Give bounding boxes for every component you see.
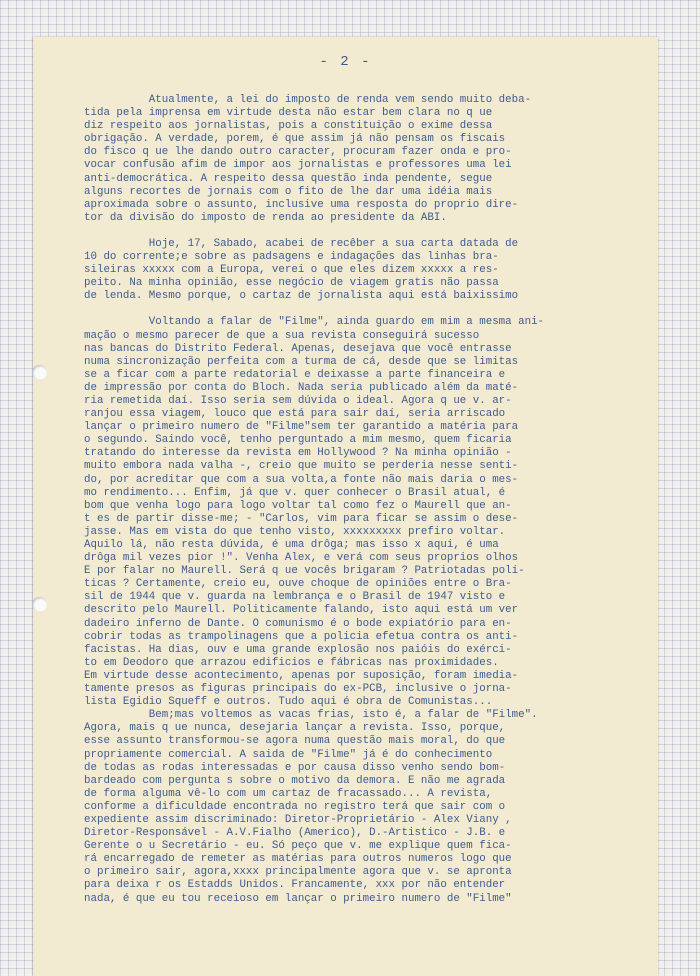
text-line: sileiras xxxxx com a Europa, verei o que eles dizem xxxxx a res-: [84, 264, 499, 277]
text-line: bom que venha logo para logo voltar tal como fez o Maurell que an-: [84, 499, 512, 512]
typed-letter-page: [33, 37, 658, 976]
text-line: bardeado com pergunta s sobre o motivo da demora. E não me agrada: [84, 774, 506, 787]
text-line: de forma alguma vê-lo com um cartaz de fracassado... A revista,: [84, 787, 493, 800]
text-line: numa sincronização perfeita com a turma de cá, desde que se limitas: [84, 355, 519, 368]
text-line: alguns recortes de jornais com o fito de lhe dar uma idéia mais: [84, 185, 493, 198]
text-line: Diretor-Responsável - A.V.Fialho (Americo), D.-Artistico - J.B. e: [84, 827, 506, 840]
paragraph: [84, 94, 644, 225]
text-line: para deixa r os Estadds Unidos. Francamente, xxx por não entender: [84, 879, 506, 892]
text-line: peito. Na minha opinião, esse negócio de viagem gratis não passa: [84, 277, 499, 290]
paragraph: [84, 238, 644, 303]
text-line: Aquilo lá, não resta dúvida, é uma drôga; mas isso x aqui, é uma: [84, 539, 499, 551]
text-line: propriamente comercial. A saida de "Filme" já é do conhecimento: [84, 748, 493, 761]
text-line: tratando do interesse da revista em Hollywood ? Na minha opinião -: [84, 447, 512, 460]
text-line: 10 do corrente;e sobre as padsagens e indagações das linhas bra-: [84, 251, 499, 264]
text-line: Voltando a falar de "Filme", ainda guardo em mim a mesma ani-: [84, 316, 545, 329]
text-line: ranjou essa viagem, louco que está para sair daí, seria arriscado: [84, 408, 506, 421]
text-line: ria remetida daí. Isso seria sem dúvida o ideal. Agora q ue v. ar-: [84, 394, 512, 407]
text-line: Em virtude desse acontecimento, apenas por suposição, foram imedia-: [84, 669, 519, 682]
text-line: do, por acreditar que com a sua volta,a fonte não mais daria o mes-: [84, 473, 519, 486]
text-line: o primeiro sair, agora,xxxx principalmente agora que v. se apronta: [84, 866, 512, 879]
text-line: muito embora nada valha -, creio que muito se perderia nesse senti-: [84, 460, 519, 473]
text-line: to em Deodoro que arrazou edificios e fábricas nas proximidades.: [84, 656, 499, 669]
punch-hole: [33, 365, 47, 380]
text-line: aproximada sobre o assunto, inclusive uma resposta do proprio dire-: [84, 198, 519, 211]
text-line: Atualmente, a lei do imposto de renda vem sendo muito deba-: [84, 94, 532, 106]
text-line: Bem;mas voltemos as vacas frias, isto é, a falar de "Filme".: [84, 709, 538, 722]
page-number: - 2 -: [319, 54, 372, 70]
text-line: se a ficar com a parte redatorial e deixasse a parte financeira e: [84, 368, 506, 381]
text-line: mo rendimento... Enfim, já que v. quer conhecer o Brasil atual, é: [84, 486, 506, 499]
letter-body: [84, 94, 644, 919]
text-line: vocar confusão afim de impor aos jornalistas e professores uma lei: [84, 159, 512, 172]
text-line: descrito pelo Maurell. Politicamente falando, isto aqui está um ver: [84, 604, 519, 617]
text-line: tamente presos as figuras principais do ex-PCB, inclusive o jorna-: [84, 683, 512, 696]
text-line: jasse. Mas em vista do que tenho visto, xxxxxxxxx prefiro voltar.: [84, 525, 506, 538]
text-line: mação o mesmo parecer de que a sua revista conseguirá sucesso: [84, 329, 480, 342]
text-line: lista Egidio Squeff e outros. Tudo aqui é obra de Comunistas...: [84, 696, 493, 709]
punch-hole: [33, 597, 47, 612]
paragraph: [84, 316, 644, 905]
text-line: lançar o primeiro numero de "Filme"sem ter garantido a matéria para: [84, 421, 519, 434]
text-line: o segundo. Saindo você, tenho perguntado a mim mesmo, quem ficaria: [84, 434, 512, 447]
text-line: drôga mil vezes pior !". Venha Alex, e verá com seus proprios olhos: [84, 552, 519, 565]
text-line: nas bancas do Distrito Federal. Apenas, desejava que você entrasse: [84, 342, 512, 355]
text-line: conforme a dificuldade encontrada no registro terá que sair com o: [84, 800, 506, 813]
text-line: cobrir todas as trampolinagens que a policia efetua contra os anti-: [84, 630, 519, 643]
text-line: t es de partir disse-me; - "Carlos, vim para ficar se assim o dese-: [84, 512, 519, 525]
text-line: E por falar no Maurell. Será q ue vocês brigaram ? Patriotadas polí-: [84, 565, 525, 578]
text-line: esse assunto transformou-se agora numa questão mais moral, do que: [84, 735, 506, 748]
text-line: sil de 1944 que v. guarda na lembrança e o Brasil de 1947 visto e: [84, 591, 506, 604]
text-line: Gerente o u Secretário - eu. Só peço que v. me explique quem fica-: [84, 840, 512, 853]
text-line: do fisco q ue lhe dando outro caracter, procuram fazer onda e pro-: [84, 146, 512, 159]
text-line: anti-democrática. A respeito dessa questão inda pendente, segue: [84, 172, 493, 185]
text-line: nada, é que eu tou receioso em lançar o primeiro numero de "Filme": [84, 892, 512, 905]
text-line: Hoje, 17, Sabado, acabei de recêber a sua carta datada de: [84, 237, 519, 250]
text-line: Agora, mais q ue nunca, desejaria lançar a revista. Isso, porque,: [84, 722, 506, 735]
text-line: tor da divisão do imposto de renda ao presidente da ABI.: [84, 211, 447, 224]
text-line: de todas as rodas interessadas e por causa disso venho sendo bom-: [84, 761, 506, 774]
text-line: facistas. Ha dias, ouv e uma grande explosão nos paióis do exérci-: [84, 643, 512, 656]
text-line: obrigação. A verdade, porem, é que assim já não pensam os fiscais: [84, 133, 506, 146]
text-line: expediente assim discriminado: Diretor-Proprietário - Alex Viany ,: [84, 813, 512, 826]
text-line: diz respeito aos jornalistas, pois a constituição o exime dessa: [84, 120, 493, 133]
text-line: ticas ? Certamente, creio eu, ouve choque de opiniões entre o Bra-: [84, 578, 512, 591]
text-line: de lenda. Mesmo porque, o cartaz de jornalista aqui está baixissimo: [84, 290, 519, 303]
text-line: dadeiro inferno de Dante. O comunismo é o bode expiatório para en-: [84, 617, 512, 630]
text-line: rá encarregado de remeter as matérias para outros numeros logo que: [84, 853, 512, 866]
text-line: tida pela imprensa em virtude desta não estar bem clara no q ue: [84, 107, 493, 120]
text-line: de impressão por conta do Bloch. Nada seria publicado além da maté-: [84, 381, 519, 394]
